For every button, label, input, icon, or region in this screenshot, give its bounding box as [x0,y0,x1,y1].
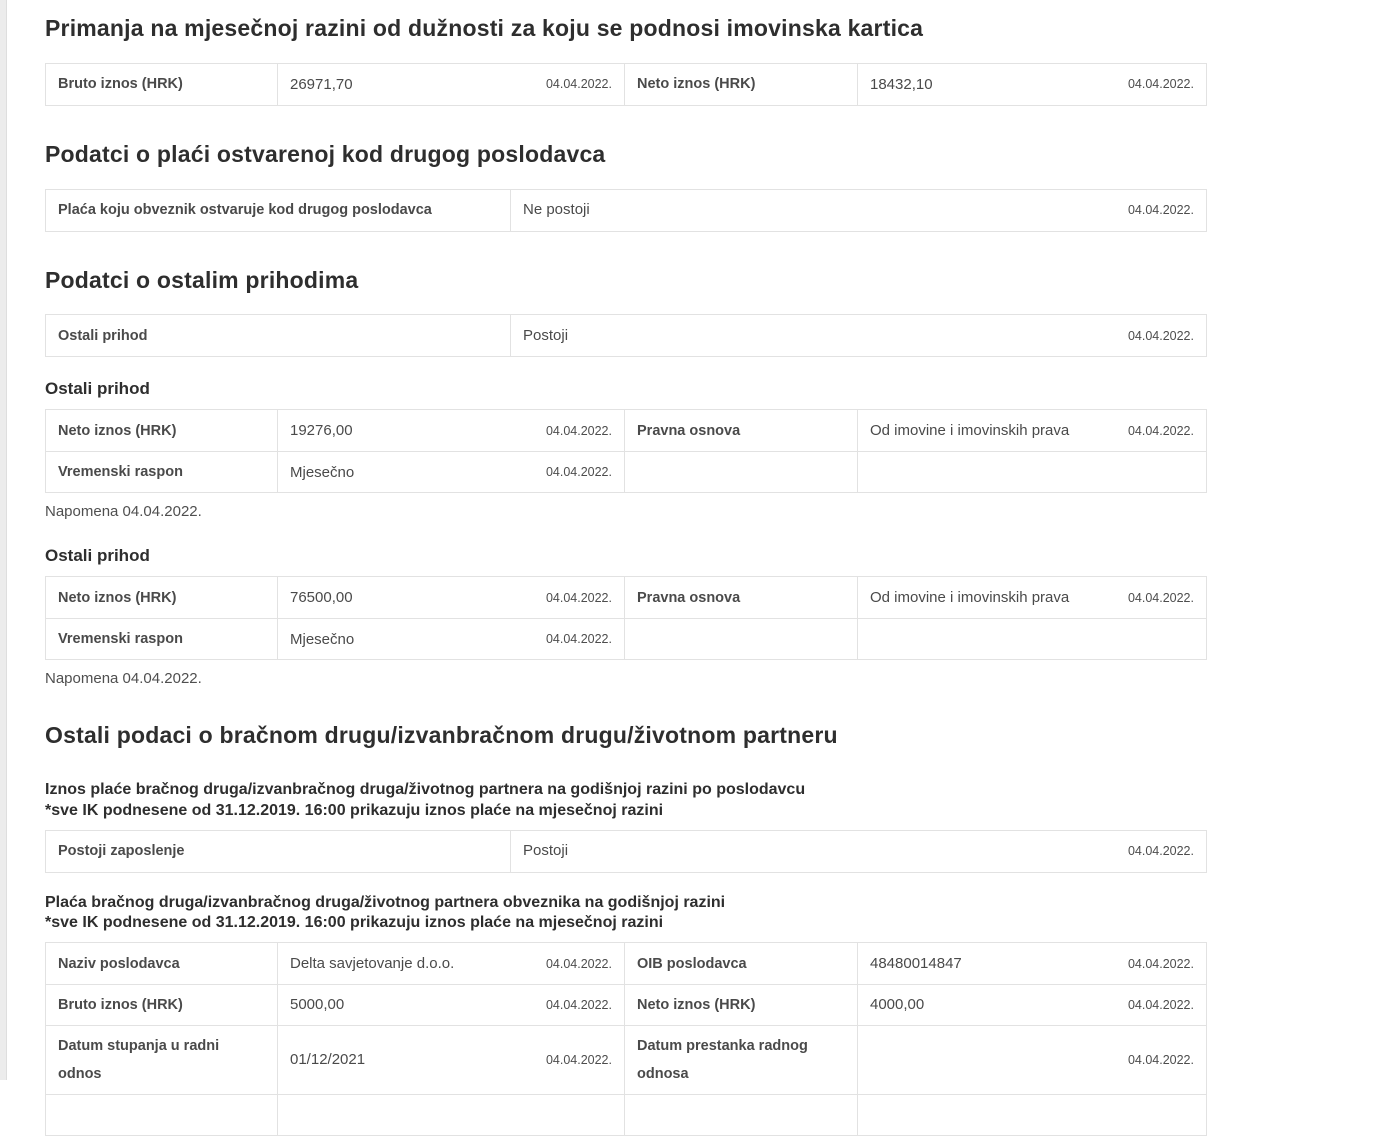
subsection-title: Ostali prihod [45,546,150,566]
field-value: 18432,10 [870,75,933,93]
table-row [46,190,1206,231]
field-value: 01/12/2021 [290,1051,366,1069]
field-date: 04.04.2022. [545,956,612,971]
field-value: Postoji [523,327,569,344]
field-date: 04.04.2022. [1127,203,1194,217]
subsection-title: Ostali prihod [45,379,150,399]
table-row [46,943,1206,984]
field-cell [858,452,1206,492]
field-label: Ostali prihod [46,315,511,356]
field-cell [278,1026,625,1094]
field-value: 19276,00 [290,422,353,439]
field-label: Neto iznos (HRK) [625,985,858,1025]
field-cell [858,619,1206,659]
field-label: Bruto iznos (HRK) [46,64,278,105]
field-date: 04.04.2022. [545,590,612,605]
field-value: 5000,00 [290,996,345,1014]
data-table [45,409,1207,493]
field-label [46,1095,278,1135]
field-date: 04.04.2022. [545,423,612,438]
field-cell [858,577,1206,618]
intro-line: *sve IK podnesene od 31.12.2019. 16:00 prikazuju iznos plaće na mjesečnoj razini [45,914,664,932]
field-label: Pravna osnova [625,410,858,451]
table-row [46,315,1206,356]
field-label: Postoji zaposlenje [46,831,511,872]
field-cell [858,64,1206,105]
field-value: 76500,00 [290,589,353,606]
field-date: 04.04.2022. [1127,998,1194,1013]
table-row [46,577,1206,618]
field-date: 04.04.2022. [1127,423,1194,438]
data-table [45,942,1207,1136]
field-date: 04.04.2022. [1127,590,1194,605]
field-label: Naziv poslodavca [46,943,278,984]
left-panel-edge [0,0,7,1080]
field-cell [278,452,625,492]
intro-text [45,780,1207,822]
field-label: OIB poslodavca [625,943,858,984]
table-row [46,984,1206,1025]
field-cell [278,577,625,618]
field-cell [858,943,1206,984]
field-label: Bruto iznos (HRK) [46,985,278,1025]
declaration-page [45,0,1207,1136]
data-table [45,189,1207,232]
field-value: Postoji [523,842,569,860]
field-label: Neto iznos (HRK) [46,410,278,451]
field-value: Od imovine i imovinskih prava [870,589,1070,606]
field-value: Mjesečno [290,630,355,648]
field-date: 04.04.2022. [1127,844,1194,859]
section-title: Podatci o plaći ostvarenoj kod drugog poslodavca [45,140,606,167]
intro-text [45,893,1207,935]
field-label [625,452,858,492]
field-cell [858,410,1206,451]
field-cell [511,831,1206,872]
section-title: Primanja na mjesečnoj razini od dužnosti za koju se podnosi imovinska kartica [45,15,924,41]
section-title: Podatci o ostalim prihodima [45,266,359,293]
field-label: Datum prestanka radnog odnosa [625,1026,858,1094]
table-row [46,1094,1206,1135]
field-label: Vremenski raspon [46,452,278,492]
section-placa-drugi-poslodavac [45,140,1207,232]
field-date: 04.04.2022. [545,465,612,480]
intro-line: Plaća bračnog druga/izvanbračnog druga/životnog partnera obveznika na godišnjoj razini [45,893,726,911]
field-value: 4000,00 [870,996,925,1014]
data-table [45,314,1207,357]
field-cell [858,1026,1206,1094]
field-value: Delta savjetovanje d.o.o. [290,954,455,972]
note-text: Napomena 04.04.2022. [45,503,202,521]
field-value: 48480014847 [870,954,962,972]
table-row [46,64,1206,105]
field-value: Ne postoji [523,201,590,219]
field-label: Plaća koju obveznik ostvaruje kod drugog poslodavca [46,190,511,231]
field-cell [278,943,625,984]
table-row [46,1025,1206,1094]
section-title: Ostali podaci o bračnom drugu/izvanbračnom drugu/životnom partneru [45,722,838,749]
section-ostali-prihodi [45,266,1207,688]
intro-line: *sve IK podnesene od 31.12.2019. 16:00 prikazuju iznos plaće na mjesečnoj razini [45,801,664,819]
field-cell [278,619,625,659]
field-date: 04.04.2022. [545,998,612,1013]
field-label [625,1095,858,1135]
field-date: 04.04.2022. [1127,956,1194,971]
table-row [46,451,1206,492]
field-date: 04.04.2022. [545,77,612,92]
field-label: Pravna osnova [625,577,858,618]
field-date: 04.04.2022. [1127,1053,1194,1068]
field-label: Neto iznos (HRK) [625,64,858,105]
data-table [45,63,1207,106]
field-cell [278,64,625,105]
data-table [45,576,1207,660]
table-row [46,410,1206,451]
field-label: Datum stupanja u radni odnos [46,1026,278,1094]
field-date: 04.04.2022. [545,632,612,647]
intro-line: Iznos plaće bračnog druga/izvanbračnog druga/životnog partnera na godišnjoj razini po poslodavcu [45,781,806,798]
field-label [625,619,858,659]
field-value: Od imovine i imovinskih prava [870,422,1070,439]
field-label: Vremenski raspon [46,619,278,659]
section-partner [45,721,1207,1136]
field-cell [511,315,1206,356]
field-cell [511,190,1206,231]
table-row [46,831,1206,872]
section-primanja [45,14,1207,106]
field-cell [278,410,625,451]
field-cell [858,985,1206,1025]
field-date: 04.04.2022. [545,1053,612,1068]
table-row [46,618,1206,659]
note-text: Napomena 04.04.2022. [45,670,202,688]
field-date: 04.04.2022. [1127,328,1194,343]
field-cell [278,985,625,1025]
field-date: 04.04.2022. [1127,77,1194,92]
field-value: Mjesečno [290,463,355,481]
field-cell [858,1095,1206,1135]
field-value: 26971,70 [290,75,353,93]
data-table [45,830,1207,873]
field-cell [278,1095,625,1135]
field-label: Neto iznos (HRK) [46,577,278,618]
